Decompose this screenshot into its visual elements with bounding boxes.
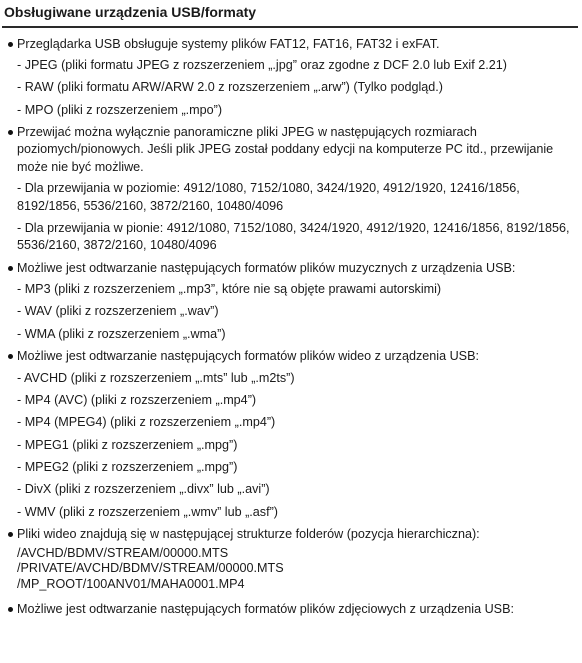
folder-path: /PRIVATE/AVCHD/BDMV/STREAM/00000.MTS: [17, 561, 284, 576]
sub-item-wmv: - WMV (pliki z rozszerzeniem „.wmv” lub „.asf”): [17, 504, 278, 519]
list-item-photos: [6, 601, 576, 618]
sub-item-wav: - WAV (pliki z rozszerzeniem „.wav”): [17, 304, 219, 319]
list-item-filesystems: [6, 36, 576, 120]
folder-path: /AVCHD/BDMV/STREAM/00000.MTS: [17, 545, 229, 560]
list-item-music: [6, 260, 576, 344]
page-title: Obsługiwane urządzenia USB/formaty: [4, 4, 257, 20]
sub-item-mpeg2: - MPEG2 (pliki z rozszerzeniem „.mpg”): [17, 460, 238, 475]
bullet-icon: [8, 607, 13, 612]
bullet-icon: [8, 532, 13, 537]
bullet-icon: [8, 130, 13, 135]
bullet-icon: [8, 266, 13, 271]
sub-item-divx: - DivX (pliki z rozszerzeniem „.divx” lub „.avi”): [17, 482, 270, 497]
sub-item-mp3: - MP3 (pliki z rozszerzeniem „.mp3”, które nie są objęte prawami autorskimi): [17, 282, 442, 297]
sub-item-mp4-avc: - MP4 (AVC) (pliki z rozszerzeniem „.mp4”): [17, 392, 257, 407]
sub-item-mpo: - MPO (pliki z rozszerzeniem „.mpo”): [17, 102, 223, 117]
bullet-icon: [8, 354, 13, 359]
list-item-panorama: [6, 124, 576, 255]
sub-item-mp4-mpeg4: - MP4 (MPEG4) (pliki z rozszerzeniem „.mp4”): [17, 415, 276, 430]
content: [0, 28, 582, 619]
sub-item-vertical: - Dla przewijania w pionie: 4912/1080, 7152/1080, 3424/1920, 4912/1920, 12416/1856, 8192/1856, 5536/2160, 3872/2160, 10480/4096: [17, 220, 570, 253]
list-item-text: Możliwe jest odtwarzanie następujących formatów plików wideo z urządzenia USB:: [17, 349, 479, 364]
list-item-text: Możliwe jest odtwarzanie następujących formatów plików zdjęciowych z urządzenia USB:: [17, 601, 514, 616]
sub-item-horizontal: - Dla przewijania w poziomie: 4912/1080, 7152/1080, 3424/1920, 4912/1920, 12416/1856, 8192/1856, 5536/2160, 3872/2160, 10480/4096: [17, 181, 520, 213]
folder-path: /MP_ROOT/100ANV01/MAHA0001.MP4: [17, 577, 245, 592]
list-item-text: Przeglądarka USB obsługuje systemy plików FAT12, FAT16, FAT32 i exFAT.: [17, 36, 440, 51]
sub-item-avchd: - AVCHD (pliki z rozszerzeniem „.mts” lub „.m2ts”): [17, 370, 295, 385]
sub-item-raw: - RAW (pliki formatu ARW/ARW 2.0 z rozszerzeniem „.arw”) (Tylko podgląd.): [17, 80, 443, 95]
list-item-folders: [6, 526, 576, 593]
list-item-video: [6, 348, 576, 521]
list-item-text: Przewijać można wyłącznie panoramiczne pliki JPEG w następujących rozmiarach poziomych/pionowych. Jeśli plik JPEG został poddany edycji na komputerze PC itd., przewijanie może nie być możliwe.: [17, 125, 554, 174]
bullet-icon: [8, 42, 13, 47]
list-item-text: Pliki wideo znajdują się w następującej strukturze folderów (pozycja hierarchiczna):: [17, 527, 480, 542]
folder-paths: [17, 546, 576, 593]
sub-item-jpeg: - JPEG (pliki formatu JPEG z rozszerzeniem „.jpg” oraz zgodne z DCF 2.0 lub Exif 2.21): [17, 57, 507, 72]
list-item-text: Możliwe jest odtwarzanie następujących formatów plików muzycznych z urządzenia USB:: [17, 260, 516, 275]
sub-item-wma: - WMA (pliki z rozszerzeniem „.wma”): [17, 326, 226, 341]
sub-item-mpeg1: - MPEG1 (pliki z rozszerzeniem „.mpg”): [17, 437, 238, 452]
